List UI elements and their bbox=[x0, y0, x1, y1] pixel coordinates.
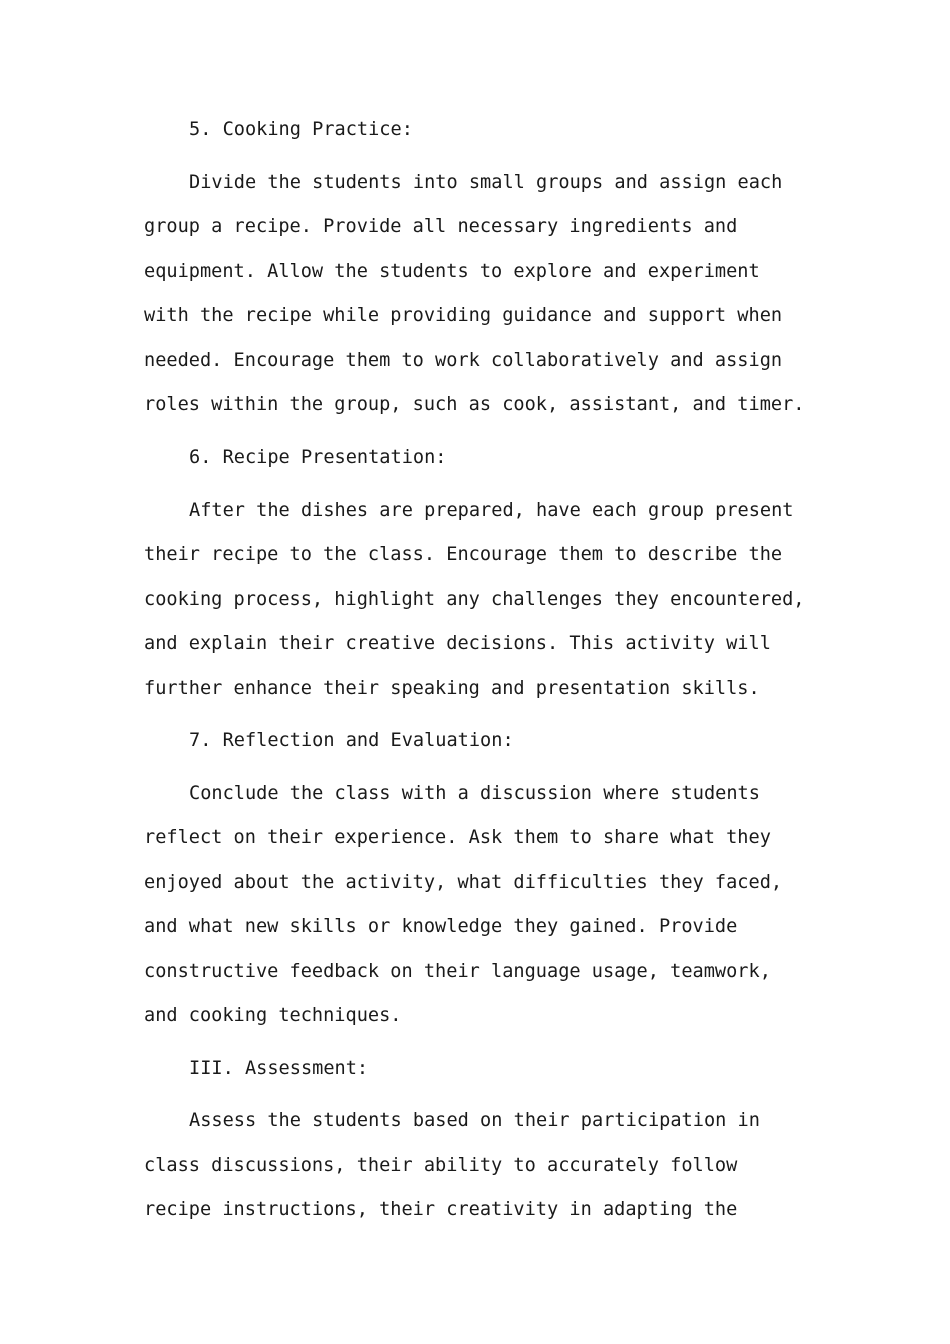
paragraph-line: and explain their creative decisions. This activity will bbox=[144, 633, 771, 654]
paragraph-line: enjoyed about the activity, what difficulties they faced, bbox=[144, 872, 783, 893]
paragraph-line: roles within the group, such as cook, assistant, and timer. bbox=[144, 394, 805, 415]
paragraph-line: class discussions, their ability to accurately follow bbox=[144, 1155, 738, 1176]
paragraph-line: reflect on their experience. Ask them to share what they bbox=[144, 827, 771, 848]
section-heading: 6. Recipe Presentation: bbox=[189, 447, 447, 468]
paragraph-line: and what new skills or knowledge they gained. Provide bbox=[144, 916, 738, 937]
paragraph-line: with the recipe while providing guidance and support when bbox=[144, 305, 783, 326]
paragraph-line: further enhance their speaking and presentation skills. bbox=[144, 678, 760, 699]
paragraph-line: and cooking techniques. bbox=[144, 1005, 402, 1026]
paragraph-line: cooking process, highlight any challenges they encountered, bbox=[144, 589, 805, 610]
paragraph-line: recipe instructions, their creativity in adapting the bbox=[144, 1199, 738, 1220]
paragraph-line: their recipe to the class. Encourage them to describe the bbox=[144, 544, 783, 565]
section-heading: 5. Cooking Practice: bbox=[189, 119, 413, 140]
paragraph-line: needed. Encourage them to work collaboratively and assign bbox=[144, 350, 783, 371]
paragraph-line: Conclude the class with a discussion where students bbox=[189, 783, 760, 804]
paragraph-line: equipment. Allow the students to explore and experiment bbox=[144, 261, 760, 282]
paragraph-line: group a recipe. Provide all necessary ingredients and bbox=[144, 216, 738, 237]
paragraph-line: After the dishes are prepared, have each group present bbox=[189, 500, 794, 521]
paragraph-line: constructive feedback on their language usage, teamwork, bbox=[144, 961, 771, 982]
section-heading: III. Assessment: bbox=[189, 1058, 369, 1079]
paragraph-line: Assess the students based on their participation in bbox=[189, 1110, 760, 1131]
paragraph-line: Divide the students into small groups and assign each bbox=[189, 172, 783, 193]
section-heading: 7. Reflection and Evaluation: bbox=[189, 730, 514, 751]
